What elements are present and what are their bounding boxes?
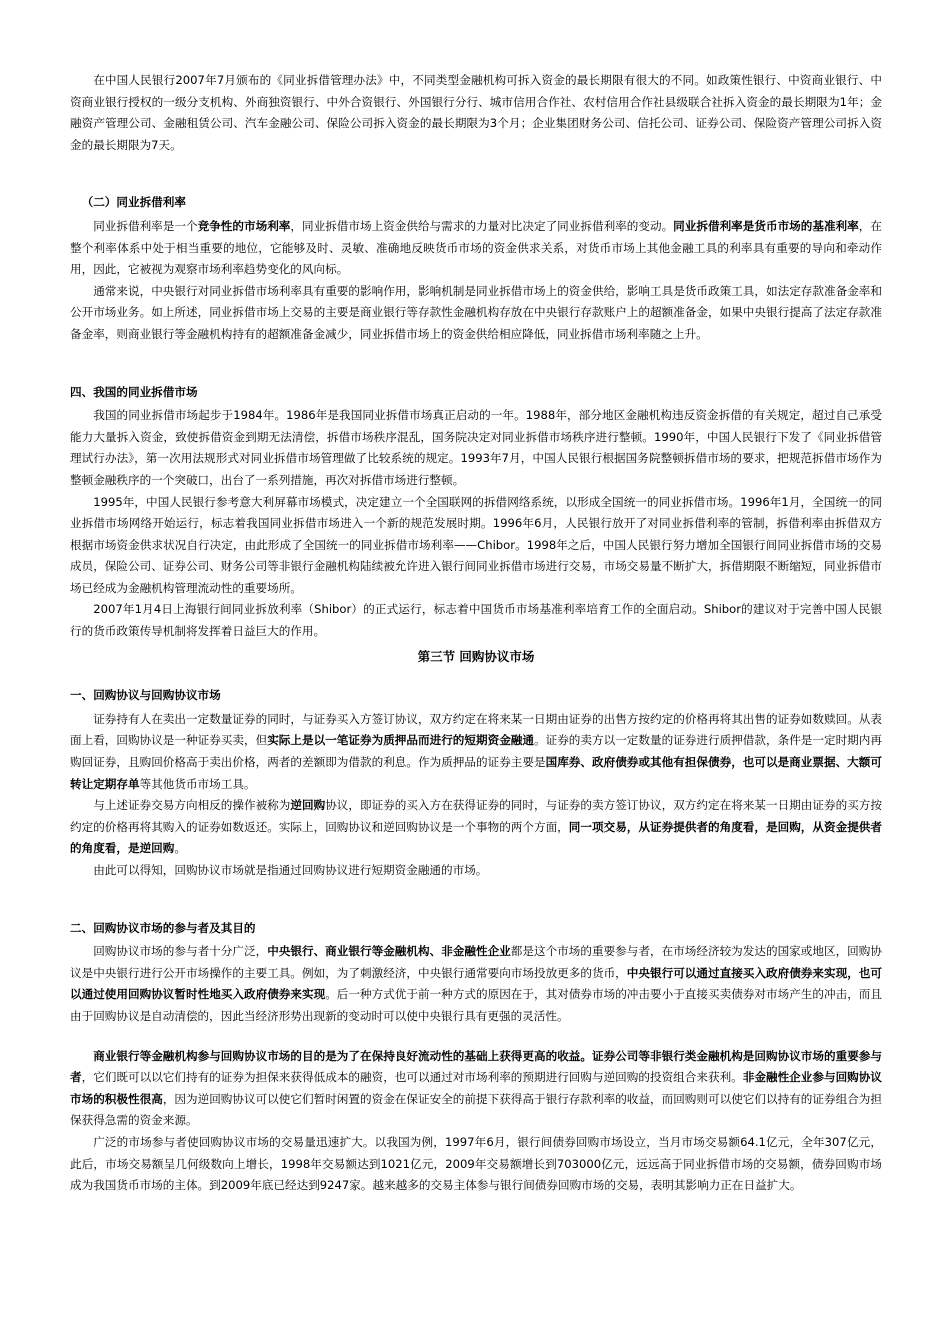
paragraph-market-volume: 广泛的市场参与者使回购协议市场的交易量迅速扩大。以我国为例，1997年6月，银行间债券回购市场设立，当月市场交易额64.1亿元，全年307亿元，此后，市场交易额呈几何级数向上增长，1998年交易额达到1021亿元，2009年交易额增长到703000亿元，远远高于同业拆借市场的交易额，债券回购市场成为我国货币市场的主体。到2009年底已经达到9247家。越来越多的交易主体参与银行间债券回购市场的交易，表明其影响力正在日益扩大。: [70, 1134, 882, 1193]
paragraph-reverse-repo: 与上述证券交易方向相反的操作被称为逆回购协议，即证券的买入方在获得证券的同时，与证券的卖方签订协议，双方约定在将来某一日期由证券的买方按约定的价格再将其购入的证券如数返还。实际上，回购协议和逆回购协议是一个事物的两个方面，同一项交易，从证券提供者的角度看，是回购，从资金提供者的角度看，是逆回购。: [70, 798, 882, 856]
heading-china-interbank-market: 四、我国的同业拆借市场: [70, 384, 198, 399]
paragraph-borrowing-limits: 在中国人民银行2007年7月颁布的《同业拆借管理办法》中，不同类型金融机构可拆入资金的最长期限有很大的不同。如政策性银行、中资商业银行、中资商业银行授权的一级分支机构、外商独资银行、中外合资银行、外国银行分行、城市信用合作社、农村信用合作社县级联合社拆入资金的最长期限为1年；金融资产管理公司、金融租赁公司、汽车金融公司、保险公司拆入资金的最长期限为3个月；企业集团财务公司、信托公司、证券公司、保险资产管理公司拆入资金的最长期限为7天。: [70, 73, 882, 152]
section-title-repo-market: 第三节 回购协议市场: [417, 648, 535, 664]
document-page: [70, 70, 882, 1197]
heading-repo-agreement: 一、回购协议与回购协议市场: [70, 688, 221, 703]
paragraph-repo-market-summary: 由此可以得知，回购协议市场就是指通过回购协议进行短期资金融通的市场。: [93, 863, 488, 877]
heading-interbank-rate: （二）同业拆借利率: [81, 195, 186, 210]
paragraph-shibor: 2007年1月4日上海银行间同业拆放利率（Shibor）的正式运行，标志着中国货币市场基准利率培育工作的全面启动。Shibor的建议对于完善中国人民银行的货币政策传导机制将发挥着日益巨大的作用。: [70, 602, 882, 639]
paragraph-participant-purposes: 商业银行等金融机构参与回购协议市场的目的是为了在保持良好流动性的基础上获得更高的收益。证券公司等非银行类金融机构是回购协议市场的重要参与者，它们既可以以它们持有的证券为担保来获得低成本的融资，也可以通过对市场利率的预期进行回购与逆回购的投资组合来获利。非金融性企业参与回购协议市场的积极性很高，因为逆回购协议可以使它们暂时闲置的资金在保证安全的前提下获得高于银行存款利率的收益，而回购则可以使它们以持有的证券组合为担保获得急需的资金来源。: [70, 1048, 882, 1128]
heading-repo-participants: 二、回购协议市场的参与者及其目的: [70, 920, 256, 935]
paragraph-repo-definition: 证券持有人在卖出一定数量证券的同时，与证券买入方签订协议，双方约定在将来某一日期由证券的出售方按约定的价格再将其出售的证券如数赎回。从表面上看，回购协议是一种证券买卖，但实际上是以一笔证券为质押品而进行的短期资金融通。证券的卖方以一定数量的证券进行质押借款，条件是一定时期内再购回证券，且购回价格高于卖出价格，两者的差额即为借款的利息。作为质押品的证券主要是国库券、政府债券或其他有担保债券，也可以是商业票据、大额可转让定期存单等其他货币市场工具。: [70, 711, 882, 791]
paragraph-central-bank-influence: 通常来说，中央银行对同业拆借市场利率具有重要的影响作用，影响机制是同业拆借市场上的资金供给，影响工具是货币政策工具，如法定存款准备金率和公开市场业务。如上所述，同业拆借市场上交易的主要是商业银行等存款性金融机构存放在中央银行存款账户上的超额准备金，如果中央银行提高了法定存款准备金率，则商业银行等金融机构持有的超额准备金减少，同业拆借市场上的资金供给相应降低，同业拆借市场利率随之上升。: [70, 283, 882, 341]
paragraph-market-history-1984: 我国的同业拆借市场起步于1984年。1986年是我国同业拆借市场真正启动的一年。1988年，部分地区金融机构违反资金拆借的有关规定，超过自己承受能力大量拆入资金，致使拆借资金到期无法清偿，拆借市场秩序混乱，国务院决定对同业拆借市场秩序进行整顿。1990年，中国人民银行下发了《同业拆借管理试行办法》，第一次用法规形式对同业拆借市场管理做了比较系统的规定。1993年7月，中国人民银行根据国务院整顿拆借市场的要求，把规范拆借市场作为整顿金融秩序的一个突破口，出台了一系列措施，再次对拆借市场进行整顿。: [70, 408, 882, 487]
paragraph-market-history-1995: 1995年，中国人民银行参考意大利屏幕市场模式，决定建立一个全国联网的拆借网络系统，以形成全国统一的同业拆借市场。1996年1月，全国统一的同业拆借市场网络开始运行，标志着我国同业拆借市场进入一个新的规范发展时期。1996年6月，人民银行放开了对同业拆借利率的管制，拆借利率由拆借双方根据市场资金供求状况自行决定，由此形成了全国统一的同业拆借市场利率——Chibor。1998年之后，中国人民银行努力增加全国银行间同业拆借市场的交易成员，保险公司、证券公司、财务公司等非银行金融机构陆续被允许进入银行间同业拆借市场进行交易，市场交易量不断扩大，拆借期限不断缩短，同业拆借市场已经成为金融机构管理流动性的重要场所。: [70, 494, 882, 595]
paragraph-rate-definition: 同业拆借利率是一个竞争性的市场利率，同业拆借市场上资金供给与需求的力量对比决定了同业拆借利率的变动。同业拆借利率是货币市场的基准利率，在整个利率体系中处于相当重要的地位，它能够及时、灵敏、准确地反映货币市场的资金供求关系，对货币市场上其他金融工具的利率具有重要的导向和牵动作用，因此，它被视为观察市场利率趋势变化的风向标。: [70, 218, 882, 277]
paragraph-participants: 回购协议市场的参与者十分广泛，中央银行、商业银行等金融机构、非金融性企业都是这个市场的重要参与者，在市场经济较为发达的国家或地区，回购协议是中央银行进行公开市场操作的主要工具。例如，为了刺激经济，中央银行通常要向市场投放更多的货币，中央银行可以通过直接买入政府债券来实现，也可以通过使用回购协议暂时性地买入政府债券来实现。后一种方式优于前一种方式的原因在于，其对债券市场的冲击要小于直接买卖债券对市场产生的冲击，而且由于回购协议是自动清偿的，因此当经济形势出现新的变动时可以使中央银行具有更强的灵活性。: [70, 944, 882, 1023]
